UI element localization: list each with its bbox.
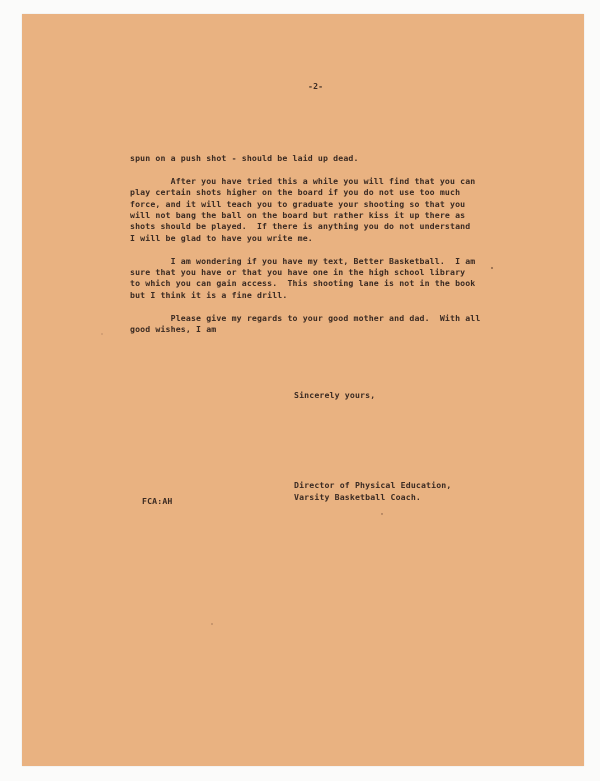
reference-initials: FCA:AH (142, 496, 173, 506)
letter-page (22, 14, 584, 766)
paragraph-4 (130, 313, 560, 336)
text-line: spun on a push shot - should be laid up dead. (130, 153, 359, 163)
text-line: I will be glad to have you write me. (130, 232, 313, 243)
signature-title-2: Varsity Basketball Coach. (294, 492, 421, 502)
page-number: -2- (308, 81, 324, 91)
letter-body (130, 153, 560, 347)
text-line: After you have tried this a while you will find that you can (130, 175, 476, 186)
text-line: but I think it is a fine drill. (130, 289, 288, 300)
paragraph-1 (130, 153, 560, 164)
text-line: will not bang the ball on the board but rather kiss it up there as (130, 210, 466, 221)
closing: Sincerely yours, (294, 390, 376, 400)
signature-title-1: Director of Physical Education, (294, 480, 452, 490)
text-line: play certain shots higher on the board if you do not use too much (130, 187, 461, 198)
text-line: sure that you have or that you have one in the high school library (130, 267, 466, 278)
text-line: I am wondering if you have my text, Better Basketball. I am (130, 255, 476, 266)
paragraph-3 (130, 256, 560, 302)
paragraph-2 (130, 176, 560, 244)
text-line: to which you can gain access. This shooting lane is not in the book (130, 278, 476, 289)
text-line: shots should be played. If there is anything you do not understand (130, 221, 471, 232)
text-line: good wishes, I am (130, 324, 217, 335)
text-line: force, and it will teach you to graduate your shooting so that you (130, 198, 466, 209)
text-line: Please give my regards to your good mother and dad. With all (130, 312, 481, 323)
